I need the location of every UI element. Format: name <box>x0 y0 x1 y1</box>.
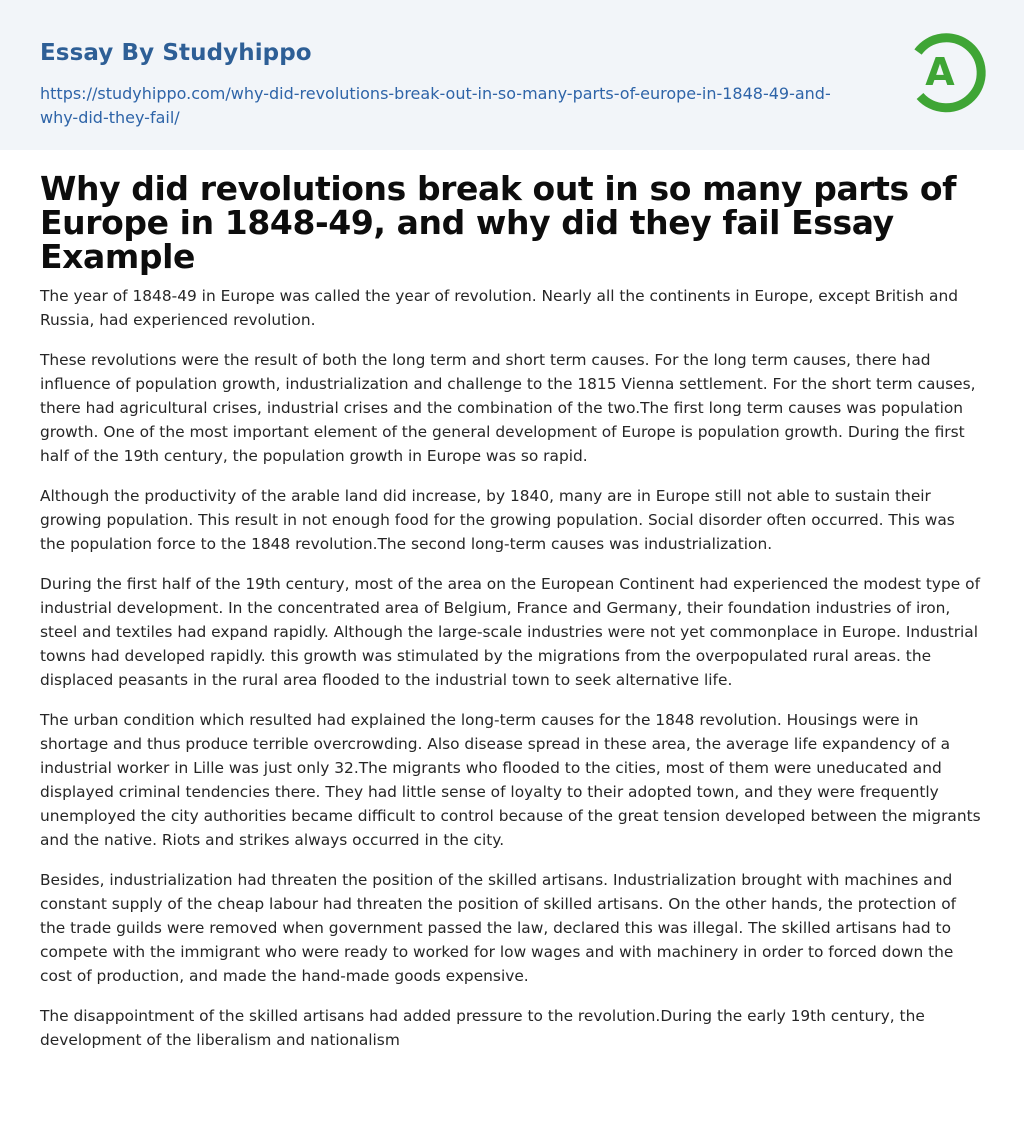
essay-paragraph: Although the productivity of the arable land did increase, by 1840, many are in Europe still not able to sustain their growing population. This result in not enough food for the growing population. Social disorder often occurred. This was the population force to the 1848 revolution.The second long-term causes was industrialization. <box>40 487 955 553</box>
logo-letter: A <box>925 50 955 94</box>
essay-body <box>40 284 984 1052</box>
essay-paragraph: Besides, industrialization had threaten the position of the skilled artisans. Industrialization brought with machines and constant supply of the cheap labour had threaten the position of skilled artisans. On the other hands, the protection of the trade guilds were removed when government passed the law, declared this was illegal. The skilled artisans had to compete with the immigrant who were ready to worked for low wages and with machinery in order to forced down the cost of production, and made the hand-made goods expensive. <box>40 871 957 985</box>
site-title[interactable]: Essay By Studyhippo <box>40 40 312 66</box>
source-url-link[interactable]: https://studyhippo.com/why-did-revolutions-break-out-in-so-many-parts-of-europe-in-1848-49-and-why-did-they-fail/ <box>40 84 831 127</box>
essay-paragraph: The urban condition which resulted had explained the long-term causes for the 1848 revolution. Housings were in shortage and thus produce terrible overcrowding. Also disease spread in these area, the average life expandency of a industrial worker in Lille was just only 32.The migrants who flooded to the cities, most of them were uneducated and displayed criminal tendencies there. They had little sense of loyalty to their adopted town, and they were frequently unemployed the city authorities became difficult to control because of the great tension developed between the migrants and the native. Riots and strikes always occurred in the city. <box>40 711 981 849</box>
essay-content <box>0 150 1024 1052</box>
essay-paragraph: During the first half of the 19th century, most of the area on the European Continent had experienced the modest type of industrial development. In the concentrated area of Belgium, France and Germany, their foundation industries of iron, steel and textiles had expand rapidly. Although the large-scale industries were not yet commonplace in Europe. Industrial towns had developed rapidly. this growth was stimulated by the migrations from the overpopulated rural areas. the displaced peasants in the rural area flooded to the industrial town to seek alternative life. <box>40 575 981 689</box>
essay-paragraph: These revolutions were the result of both the long term and short term causes. For the long term causes, there had influence of population growth, industrialization and challenge to the 1815 Vienna settlement. For the short term causes, there had agricultural crises, industrial crises and the combination of the two.The first long term causes was population growth. One of the most important element of the general development of Europe is population growth. During the first half of the 19th century, the population growth in Europe was so rapid. <box>40 351 976 465</box>
site-header <box>0 0 1024 150</box>
essay-title: Why did revolutions break out in so many parts of Europe in 1848-49, and why did they fail Essay Example <box>40 169 957 276</box>
essay-paragraph: The year of 1848-49 in Europe was called the year of revolution. Nearly all the continents in Europe, except British and Russia, had experienced revolution. <box>40 287 958 329</box>
studyhippo-logo-icon[interactable] <box>908 28 988 116</box>
essay-paragraph: The disappointment of the skilled artisans had added pressure to the revolution.During the early 19th century, the development of the liberalism and nationalism <box>40 1007 925 1049</box>
